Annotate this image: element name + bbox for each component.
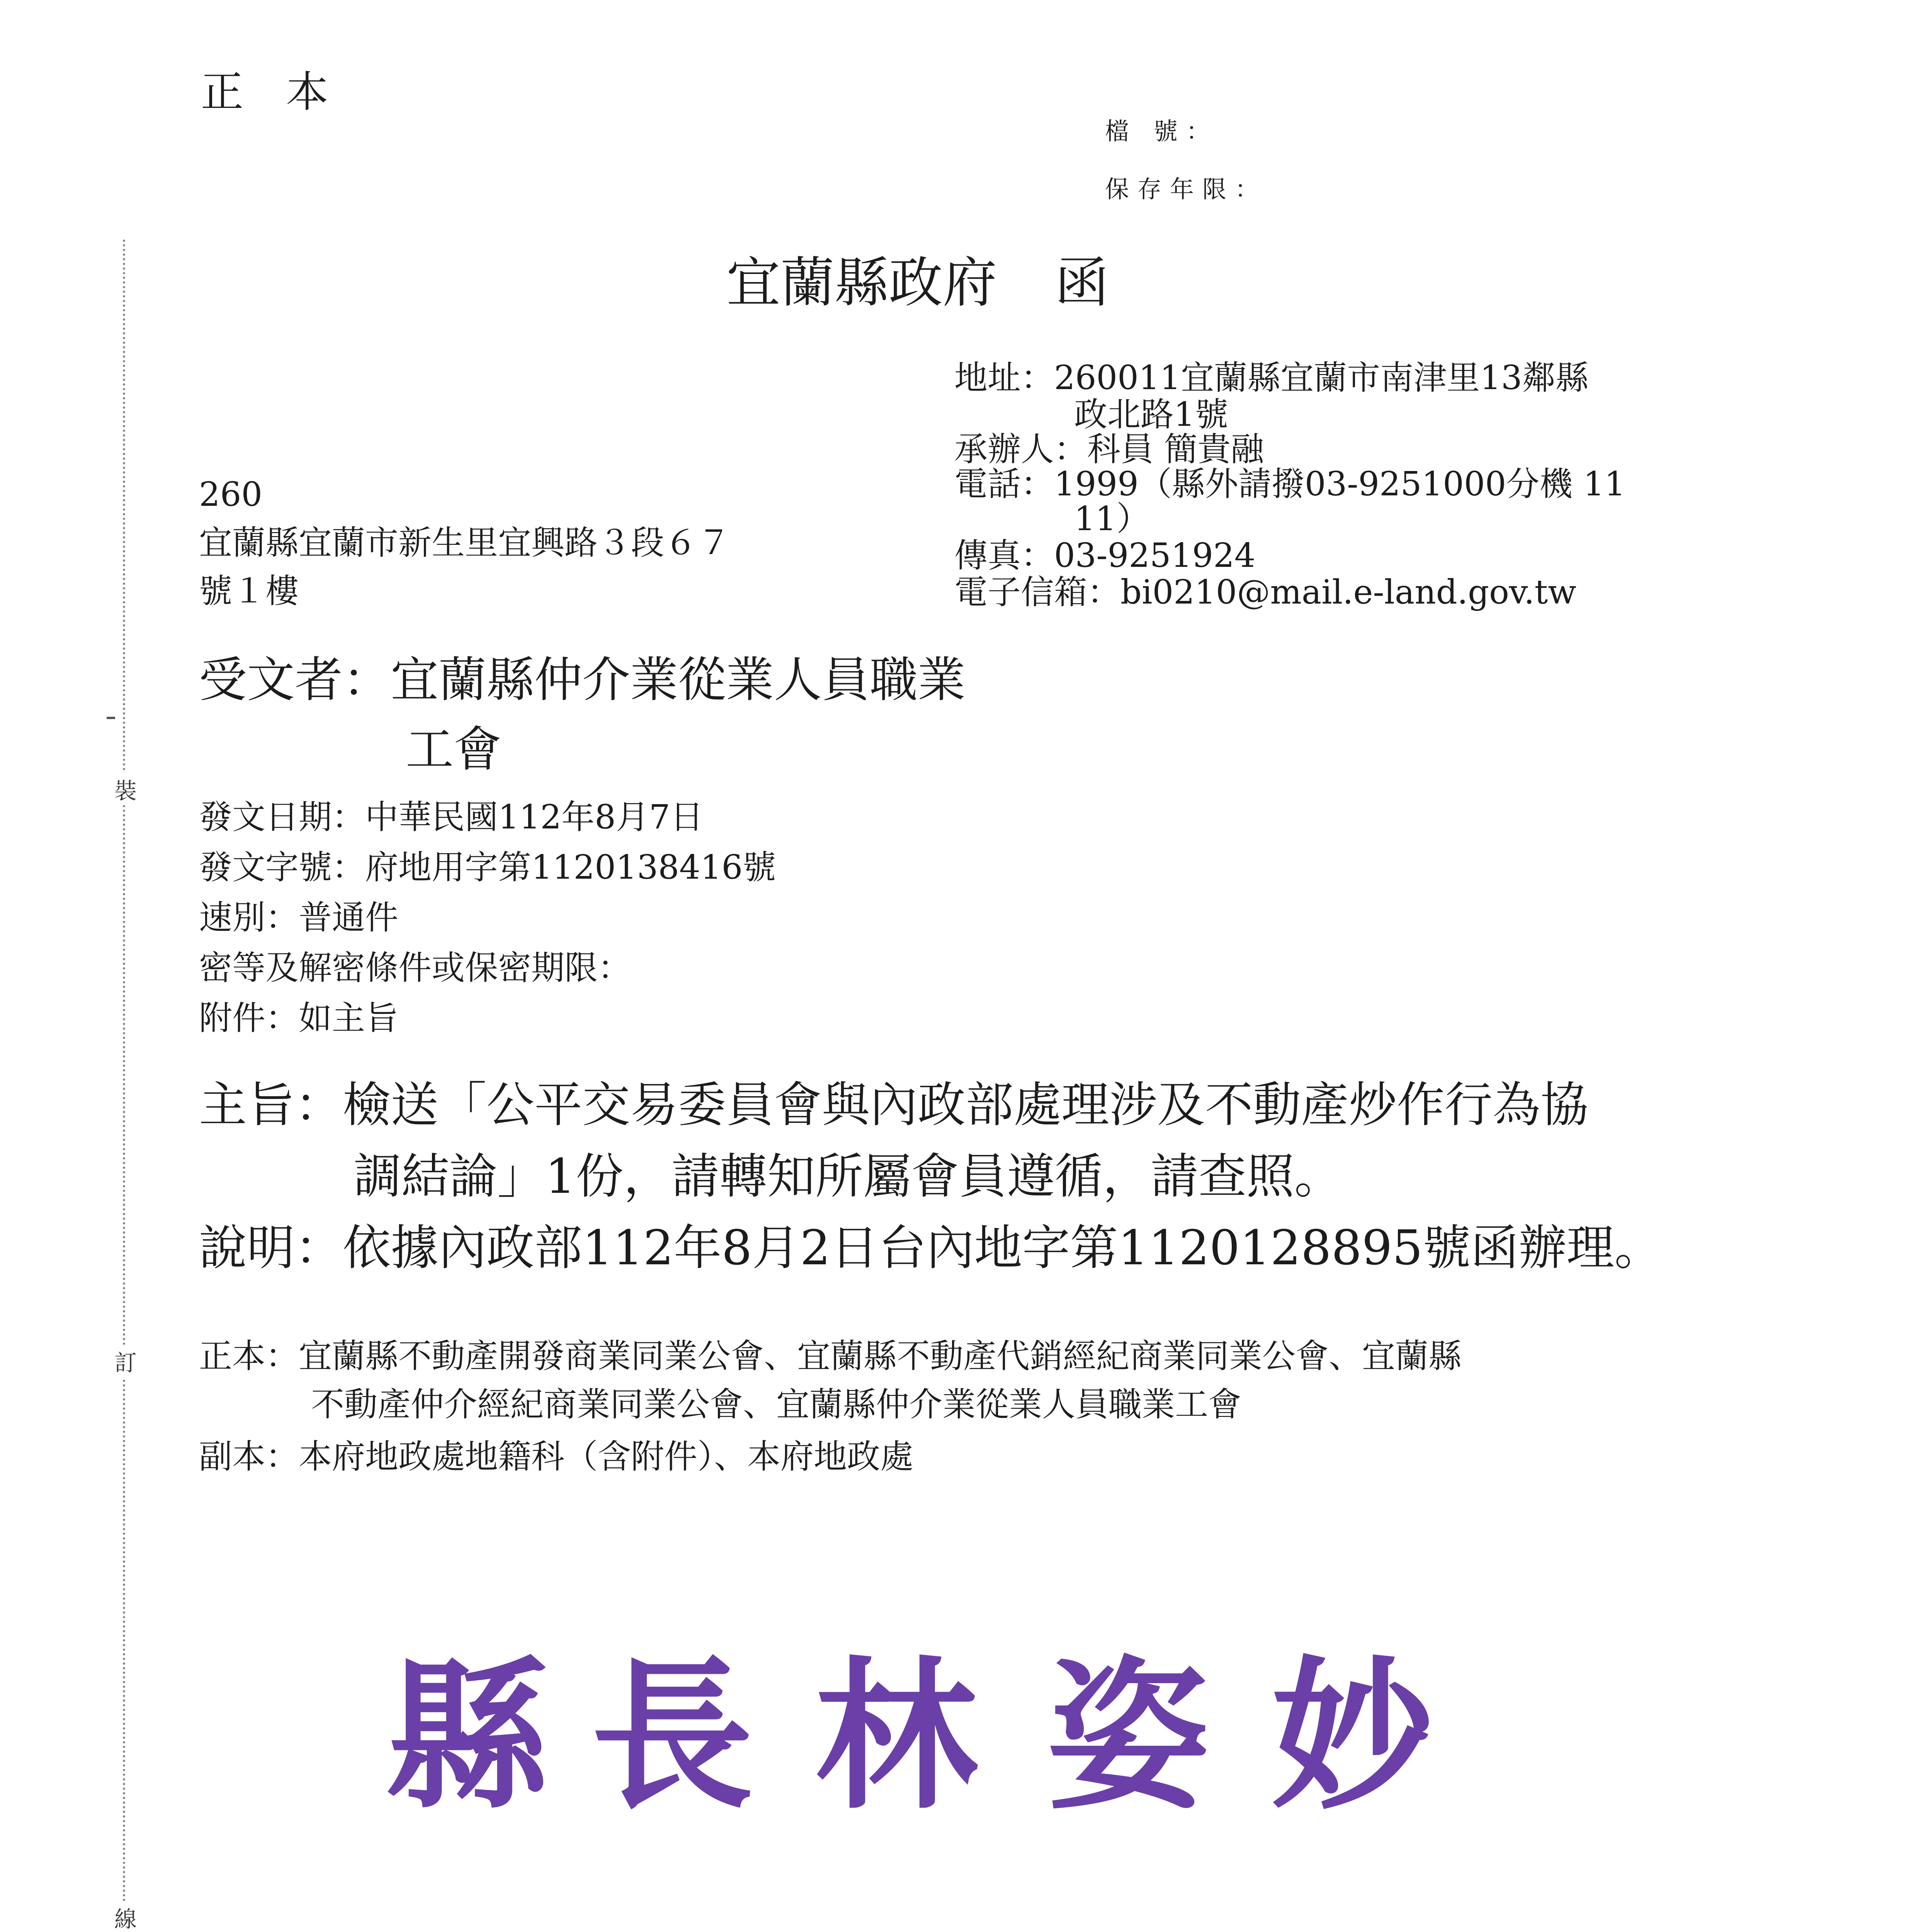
magistrate-seal <box>383 1623 1457 1839</box>
document-title <box>726 240 1109 317</box>
seal-glyph: 縣 <box>386 1641 549 1832</box>
copy-mark: 正本 <box>201 67 371 117</box>
approval-line1 <box>392 1928 732 1932</box>
distribution-copy: 副本：本府地政處地籍科（含附件）、本府地政處 <box>199 1437 913 1476</box>
seal-glyph: 林 <box>815 1641 978 1832</box>
recipient-line2: 工會 <box>406 722 502 777</box>
attachment: 附件：如主旨 <box>199 999 398 1037</box>
sender-address-line1: 地址：260011宜蘭縣宜蘭市南津里13鄰縣 <box>954 359 1589 397</box>
binding-dotted-line <box>123 240 125 1932</box>
phone-line2: 11） <box>1074 500 1150 538</box>
subject-line1: 主旨：檢送「公平交易委員會與內政部處理涉及不動產炒作行為協 <box>199 1077 1589 1133</box>
retention-period-label: 保存年限： <box>1105 175 1268 203</box>
phone-line1: 電話：1999（縣外請撥03-9251000分機 11 <box>954 465 1626 503</box>
seal-glyph: 長 <box>591 1641 753 1832</box>
fax: 傳真：03-9251924 <box>954 536 1256 575</box>
subject-line2: 調結論」1份，請轉知所屬會員遵循，請查照。 <box>354 1149 1342 1204</box>
distribution-original-line1: 正本：宜蘭縣不動產開發商業同業公會、宜蘭縣不動產代銷經紀商業同業公會、宜蘭縣 <box>199 1337 1462 1376</box>
file-number-label: 檔 號： <box>1105 117 1219 145</box>
distribution-original-line2: 不動產仲介經紀商業同業公會、宜蘭縣仲介業從業人員職業工會 <box>311 1385 1241 1424</box>
binding-mark-ding: 訂 <box>114 1345 134 1377</box>
classification: 密等及解密條件或保密期限： <box>199 949 631 987</box>
recipient-line1: 受文者：宜蘭縣仲介業從業人員職業 <box>199 652 966 708</box>
explanation: 說明：依據內政部112年8月2日台內地字第1120128895號函辦理。 <box>199 1220 1663 1276</box>
seal-glyph: 姿 <box>1047 1641 1209 1832</box>
document-type: 函 <box>1055 252 1109 315</box>
recipient-postal-code: 260 <box>199 475 263 514</box>
priority: 速別：普通件 <box>199 898 398 937</box>
binding-mark-xian: 線 <box>114 1901 134 1932</box>
document-number: 發文字號：府地用字第1120138416號 <box>199 848 776 887</box>
binding-mark-zhuang: 裝 <box>114 773 134 805</box>
binding-tick <box>107 717 115 719</box>
seal-text-group <box>386 1641 1438 1832</box>
issue-date: 發文日期：中華民國112年8月7日 <box>199 798 704 837</box>
agency-name: 宜蘭縣政府 <box>726 252 997 315</box>
recipient-address-line1: 宜蘭縣宜蘭市新生里宜興路３段６７ <box>199 524 731 562</box>
recipient-address-line2: 號１樓 <box>199 572 299 611</box>
handler: 承辦人：科員 簡貴融 <box>954 430 1264 469</box>
sender-address-line2: 政北路1號 <box>1074 395 1228 434</box>
seal-glyph: 妙 <box>1271 1641 1433 1832</box>
email: 電子信箱：bi0210@mail.e-land.gov.tw <box>954 573 1576 612</box>
